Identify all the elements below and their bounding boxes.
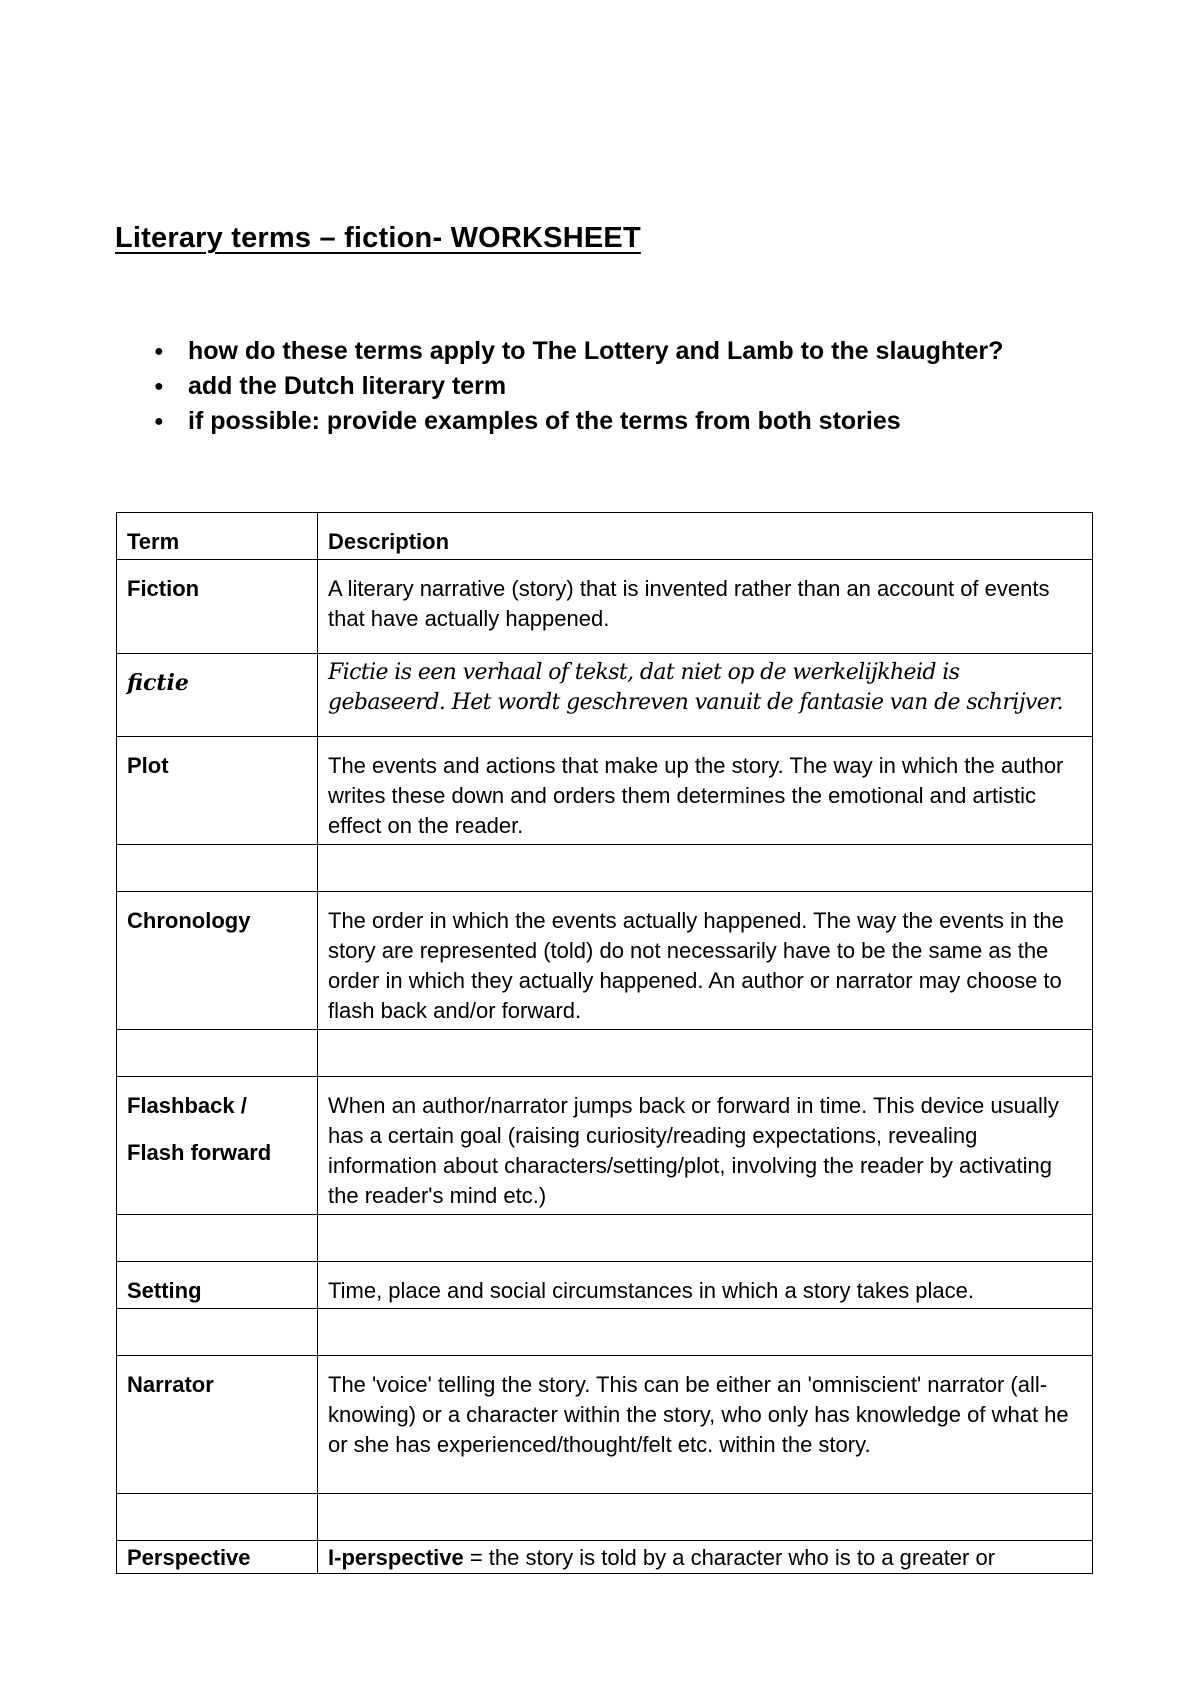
table-row-empty (117, 845, 1093, 892)
term-cell: Setting (117, 1262, 318, 1309)
term-cell: Plot (117, 737, 318, 845)
empty-answer-cell[interactable] (318, 845, 1093, 892)
term-cell: fictie (117, 654, 318, 737)
terms-table (116, 512, 1093, 1574)
table-row (117, 560, 1093, 654)
table-row-empty (117, 1215, 1093, 1262)
term-cell: Fiction (117, 560, 318, 654)
instruction-text: how do these terms apply to The Lottery and Lamb to the slaughter? (188, 337, 1004, 365)
table-row (117, 1262, 1093, 1309)
instruction-text: if possible: provide examples of the terms from both stories (188, 407, 901, 435)
description-cell: When an author/narrator jumps back or forward in time. This device usually has a certain goal (raising curiosity/reading expectations, revealing information about characters/setting/plot, involving the reader by activating the reader's mind etc.) (318, 1077, 1093, 1215)
table-row (117, 1356, 1093, 1494)
term-line: Flashback / (127, 1093, 247, 1118)
description-cell: The order in which the events actually happened. The way the events in the story are represented (told) do not necessarily have to be the same as the order in which they actually happened. An author or narrator may choose to flash back and/or forward. (318, 892, 1093, 1030)
empty-answer-cell[interactable] (117, 1030, 318, 1077)
description-cell (318, 1541, 1093, 1574)
instruction-item (150, 404, 1003, 439)
term-line: Flash forward (127, 1140, 272, 1165)
empty-answer-cell[interactable] (318, 1494, 1093, 1541)
description-cell: The 'voice' telling the story. This can be either an 'omniscient' narrator (all-knowing) or a character within the story, who only has knowledge of what he or she has experienced/thought/felt etc. within the story. (318, 1356, 1093, 1494)
instruction-list (150, 334, 1003, 439)
table-row-empty (117, 1309, 1093, 1356)
empty-answer-cell[interactable] (117, 1494, 318, 1541)
instruction-text: add the Dutch literary term (188, 372, 507, 400)
table-row-empty (117, 1494, 1093, 1541)
empty-answer-cell[interactable] (318, 1309, 1093, 1356)
column-header-term: Term (117, 513, 318, 560)
table-row (117, 1077, 1093, 1215)
description-cell: Time, place and social circumstances in which a story takes place. (318, 1262, 1093, 1309)
description-cell: Fictie is een verhaal of tekst, dat niet op de werkelijkheid is gebaseerd. Het wordt geschreven vanuit de fantasie van de schrijver. (318, 654, 1093, 737)
table-row (117, 654, 1093, 737)
instruction-item (150, 369, 1003, 404)
term-cell: Narrator (117, 1356, 318, 1494)
table-row-empty (117, 1030, 1093, 1077)
empty-answer-cell[interactable] (117, 845, 318, 892)
term-cell (117, 1077, 318, 1215)
column-header-description: Description (318, 513, 1093, 560)
term-cell: Chronology (117, 892, 318, 1030)
empty-answer-cell[interactable] (318, 1030, 1093, 1077)
term-cell: Perspective (117, 1541, 318, 1574)
table-row (117, 892, 1093, 1030)
description-cell: The events and actions that make up the story. The way in which the author writes these down and orders them determines the emotional and artistic effect on the reader. (318, 737, 1093, 845)
table-row (117, 737, 1093, 845)
table-row (117, 1541, 1093, 1574)
empty-answer-cell[interactable] (117, 1215, 318, 1262)
table-header-row (117, 513, 1093, 560)
description-bold-term: I-perspective (328, 1545, 464, 1570)
page-title: Literary terms – fiction- WORKSHEET (115, 222, 641, 254)
description-text: = the story is told by a character who is to a greater or (463, 1545, 996, 1570)
instruction-item (150, 334, 1003, 369)
empty-answer-cell[interactable] (117, 1309, 318, 1356)
empty-answer-cell[interactable] (318, 1215, 1093, 1262)
bullet-icon: ● (154, 378, 164, 395)
bullet-icon: ● (154, 413, 164, 430)
description-cell: A literary narrative (story) that is invented rather than an account of events that have actually happened. (318, 560, 1093, 654)
bullet-icon: ● (154, 343, 164, 360)
